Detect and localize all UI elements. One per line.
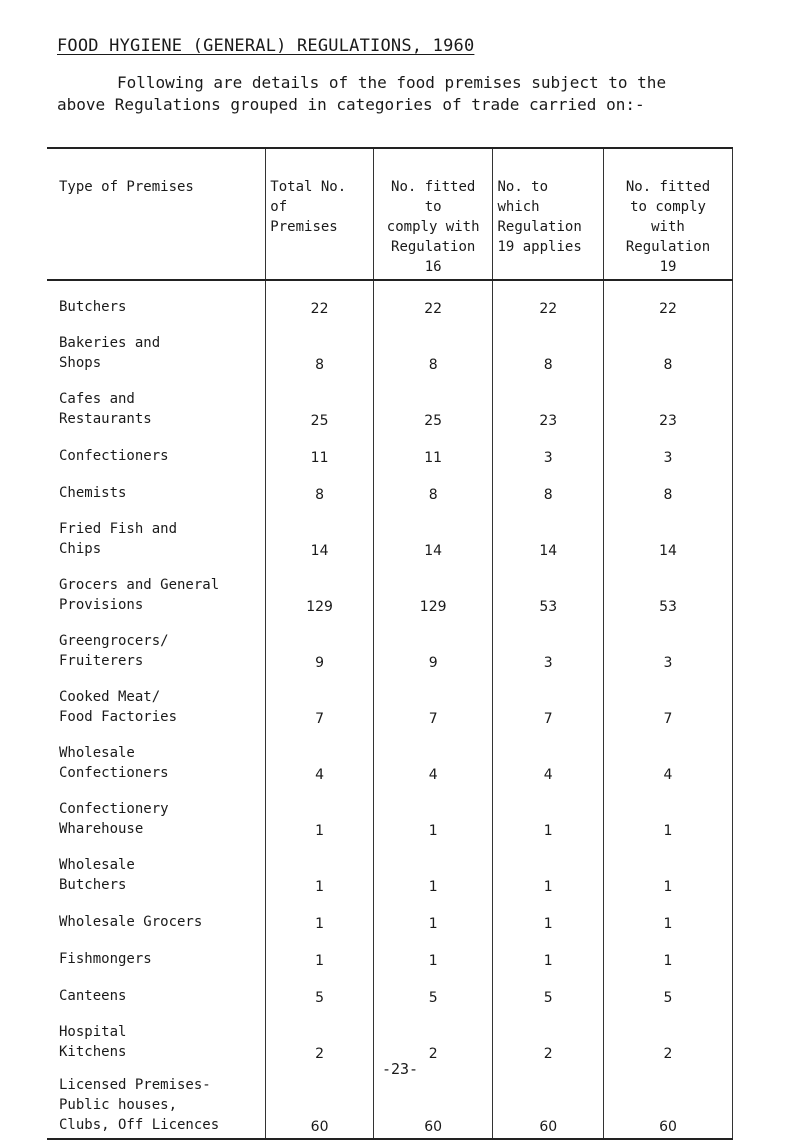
cell-fitted-reg-16: 8: [373, 320, 493, 376]
cell-fitted-reg-16: 8: [373, 469, 493, 506]
cell-type-of-premises: Cooked Meat/ Food Factories: [59, 689, 178, 725]
cell-fitted-reg-19: 1: [603, 935, 732, 972]
table-row: [47, 562, 733, 618]
cell-type-of-premises: Confectionery Wharehouse: [59, 801, 169, 837]
cell-total-premises: 9: [266, 618, 374, 674]
table-row: [47, 376, 733, 432]
table-row: [47, 898, 733, 935]
page-title: FOOD HYGIENE (GENERAL) REGULATIONS, 1960: [57, 36, 475, 56]
cell-reg-19-applies: 22: [493, 280, 604, 320]
premises-table: [47, 147, 733, 1140]
cell-fitted-reg-19: 22: [603, 280, 732, 320]
cell-total-premises: 2: [266, 1009, 374, 1065]
header-total-premises: Total No. of Premises: [266, 148, 374, 280]
cell-fitted-reg-16: 1: [373, 842, 493, 898]
cell-fitted-reg-16: 7: [373, 674, 493, 730]
cell-fitted-reg-19: 4: [603, 730, 732, 786]
cell-type-of-premises: Wholesale Grocers: [59, 914, 203, 930]
cell-reg-19-applies: 53: [493, 562, 604, 618]
cell-reg-19-applies: 1: [493, 935, 604, 972]
intro-paragraph: [57, 72, 757, 116]
cell-fitted-reg-19: 1: [603, 898, 732, 935]
table-row: [47, 320, 733, 376]
header-fitted-reg-16: No. fitted to comply with Regulation 16: [373, 148, 493, 280]
table-row: [47, 786, 733, 842]
cell-reg-19-applies: 7: [493, 674, 604, 730]
cell-type-of-premises: Canteens: [59, 988, 127, 1004]
cell-fitted-reg-19: 7: [603, 674, 732, 730]
cell-fitted-reg-16: 9: [373, 618, 493, 674]
table-row: [47, 842, 733, 898]
table-row: [47, 432, 733, 469]
cell-fitted-reg-19: 1: [603, 786, 732, 842]
intro-line-2: above Regulations grouped in categories of trade carried on:-: [57, 95, 645, 114]
cell-type-of-premises: Licensed Premises- Public houses, Clubs, Off Licences: [47, 1065, 266, 1139]
cell-fitted-reg-19: 3: [603, 618, 732, 674]
cell-fitted-reg-19: 14: [603, 506, 732, 562]
cell-total-premises: 4: [266, 730, 374, 786]
cell-type-of-premises: Hospital Kitchens: [59, 1024, 127, 1060]
cell-fitted-reg-16: 60: [373, 1065, 493, 1139]
cell-total-premises: 1: [266, 786, 374, 842]
cell-type-of-premises: Fishmongers: [59, 951, 152, 967]
table-row: [47, 730, 733, 786]
cell-total-premises: 8: [266, 469, 374, 506]
cell-fitted-reg-16: 1: [373, 786, 493, 842]
header-reg-19-applies: No. to which Regulation 19 applies: [493, 148, 604, 280]
page-number: -23-: [381, 1060, 419, 1078]
cell-type-of-premises: Greengrocers/ Fruiterers: [59, 633, 169, 669]
cell-fitted-reg-16: 1: [373, 935, 493, 972]
cell-reg-19-applies: 1: [493, 898, 604, 935]
cell-fitted-reg-19: 1: [603, 842, 732, 898]
cell-reg-19-applies: 60: [493, 1065, 604, 1139]
cell-type-of-premises: Wholesale Confectioners: [59, 745, 169, 781]
cell-reg-19-applies: 5: [493, 972, 604, 1009]
cell-fitted-reg-19: 23: [603, 376, 732, 432]
cell-reg-19-applies: 1: [493, 786, 604, 842]
cell-type-of-premises: Chemists: [59, 485, 127, 501]
cell-total-premises: 14: [266, 506, 374, 562]
cell-type-of-premises: Butchers: [59, 299, 127, 315]
cell-reg-19-applies: 2: [493, 1009, 604, 1065]
cell-fitted-reg-16: 22: [373, 280, 493, 320]
cell-reg-19-applies: 8: [493, 469, 604, 506]
cell-type-of-premises: Bakeries and Shops: [59, 335, 161, 371]
cell-total-premises: 129: [266, 562, 374, 618]
cell-reg-19-applies: 23: [493, 376, 604, 432]
cell-type-of-premises: Grocers and General Provisions: [59, 577, 220, 613]
table-row: [47, 674, 733, 730]
table-row: [47, 935, 733, 972]
cell-fitted-reg-16: 2: [373, 1009, 493, 1065]
cell-total-premises: 7: [266, 674, 374, 730]
cell-reg-19-applies: 14: [493, 506, 604, 562]
cell-fitted-reg-16: 14: [373, 506, 493, 562]
cell-fitted-reg-19: 8: [603, 469, 732, 506]
table-row: [47, 506, 733, 562]
table-row: [47, 469, 733, 506]
cell-type-of-premises: Fried Fish and Chips: [59, 521, 178, 557]
cell-fitted-reg-16: 5: [373, 972, 493, 1009]
cell-fitted-reg-19: 53: [603, 562, 732, 618]
cell-reg-19-applies: 1: [493, 842, 604, 898]
cell-reg-19-applies: 3: [493, 432, 604, 469]
cell-total-premises: 60: [266, 1065, 374, 1139]
cell-fitted-reg-19: 3: [603, 432, 732, 469]
cell-fitted-reg-19: 2: [603, 1009, 732, 1065]
cell-fitted-reg-19: 8: [603, 320, 732, 376]
cell-fitted-reg-19: 5: [603, 972, 732, 1009]
cell-type-of-premises: Cafes and Restaurants: [59, 391, 152, 427]
intro-line-1: Following are details of the food premises subject to the: [117, 73, 667, 92]
cell-reg-19-applies: 3: [493, 618, 604, 674]
cell-type-of-premises: Wholesale Butchers: [59, 857, 135, 893]
cell-fitted-reg-16: 1: [373, 898, 493, 935]
header-type-of-premises: Type of Premises: [47, 148, 266, 280]
cell-fitted-reg-16: 11: [373, 432, 493, 469]
cell-total-premises: 5: [266, 972, 374, 1009]
cell-total-premises: 1: [266, 898, 374, 935]
cell-total-premises: 8: [266, 320, 374, 376]
cell-reg-19-applies: 8: [493, 320, 604, 376]
cell-total-premises: 22: [266, 280, 374, 320]
table-row: [47, 280, 733, 320]
cell-reg-19-applies: 4: [493, 730, 604, 786]
cell-fitted-reg-16: 4: [373, 730, 493, 786]
cell-total-premises: 1: [266, 935, 374, 972]
cell-total-premises: 11: [266, 432, 374, 469]
header-fitted-reg-19: No. fitted to comply with Regulation 19: [603, 148, 732, 280]
cell-total-premises: 25: [266, 376, 374, 432]
table-header-row: [47, 148, 733, 280]
cell-type-of-premises: Confectioners: [59, 448, 169, 464]
cell-total-premises: 1: [266, 842, 374, 898]
cell-fitted-reg-16: 25: [373, 376, 493, 432]
cell-fitted-reg-19: 60: [603, 1065, 732, 1139]
table-row: [47, 972, 733, 1009]
cell-fitted-reg-16: 129: [373, 562, 493, 618]
table-row: [47, 1009, 733, 1065]
table-row: [47, 618, 733, 674]
